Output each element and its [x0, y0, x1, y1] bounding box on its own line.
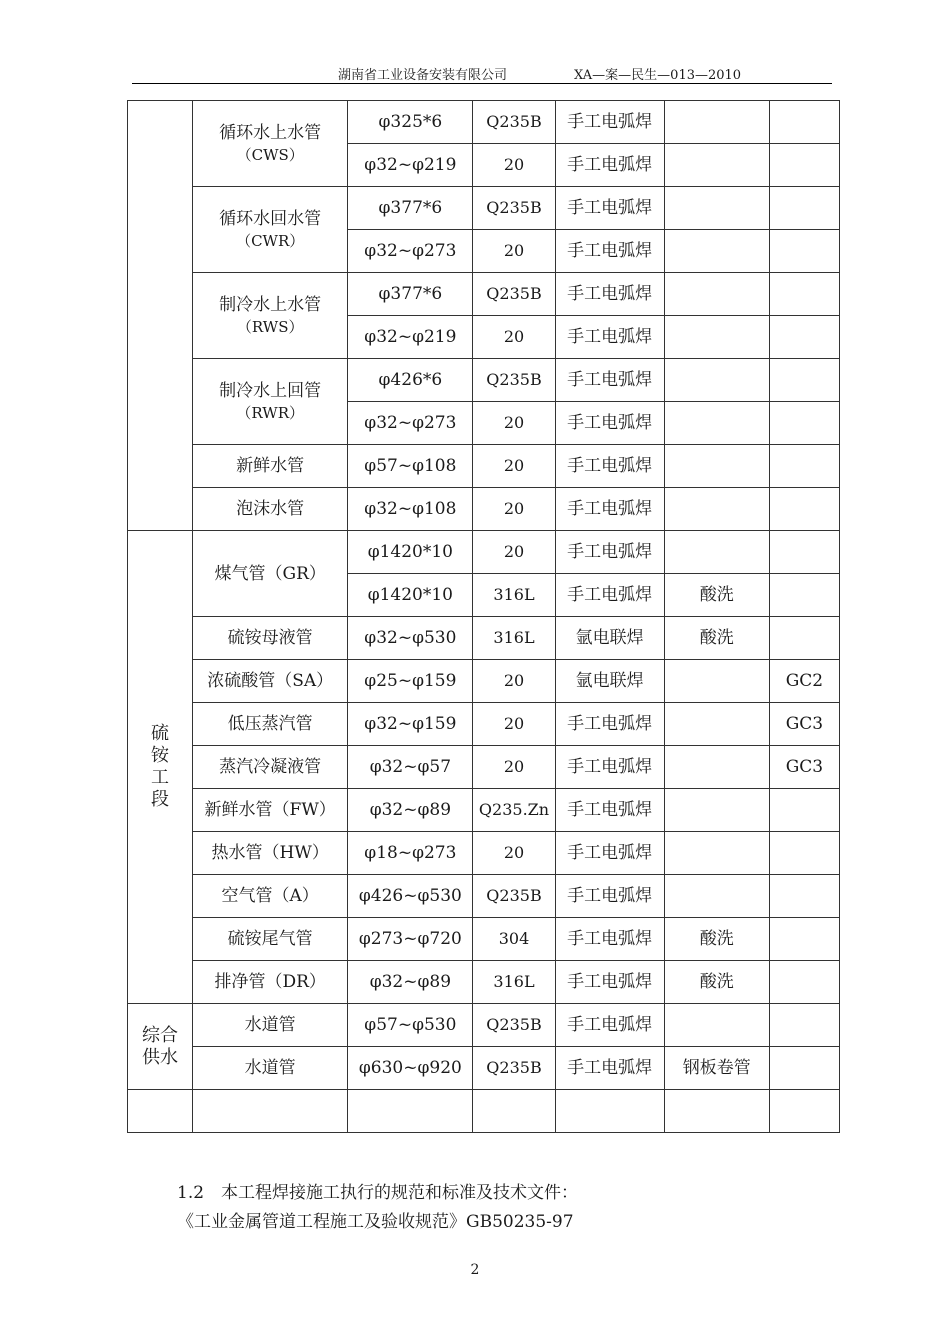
weld-process: 手工电弧焊	[555, 316, 664, 359]
weld-process: 手工电弧焊	[555, 230, 664, 273]
grade-cell	[769, 1004, 839, 1047]
table-row	[128, 531, 840, 574]
pipe-name: 硫铵尾气管	[193, 918, 348, 961]
note-cell	[664, 488, 769, 531]
pipe-spec: φ32~φ273	[348, 402, 473, 445]
pipe-name: 蒸汽冷凝液管	[193, 746, 348, 789]
note-cell	[664, 1004, 769, 1047]
standard-reference: 《工业金属管道工程施工及验收规范》GB50235-97	[177, 1212, 574, 1232]
note-cell	[664, 273, 769, 316]
pipe-material: 20	[473, 531, 555, 574]
pipe-material: 20	[473, 746, 555, 789]
pipe-spec: φ377*6	[348, 187, 473, 230]
note-cell	[664, 230, 769, 273]
table-row	[128, 703, 840, 746]
note-cell	[664, 789, 769, 832]
pipe-material: Q235B	[473, 1004, 555, 1047]
pipe-spec: φ325*6	[348, 101, 473, 144]
pipe-spec: φ426*6	[348, 359, 473, 402]
pipe-spec: φ273~φ720	[348, 918, 473, 961]
empty-cell	[193, 1090, 348, 1133]
pipe-name: 浓硫酸管（SA）	[193, 660, 348, 703]
grade-cell	[769, 402, 839, 445]
grade-cell	[769, 1047, 839, 1090]
pipe-spec: φ32~φ89	[348, 961, 473, 1004]
weld-process: 手工电弧焊	[555, 445, 664, 488]
grade-cell	[769, 144, 839, 187]
grade-cell	[769, 101, 839, 144]
weld-process: 手工电弧焊	[555, 961, 664, 1004]
note-cell: 酸洗	[664, 617, 769, 660]
pipe-material: 20	[473, 144, 555, 187]
grade-cell: GC3	[769, 746, 839, 789]
grade-cell	[769, 832, 839, 875]
note-cell: 钢板卷管	[664, 1047, 769, 1090]
document-code: XA—案—民生—013—2010	[574, 68, 742, 83]
table-row	[128, 445, 840, 488]
pipe-material: Q235B	[473, 359, 555, 402]
note-cell	[664, 402, 769, 445]
pipe-material: 316L	[473, 617, 555, 660]
grade-cell	[769, 273, 839, 316]
weld-process: 氩电联焊	[555, 617, 664, 660]
pipe-spec: φ1420*10	[348, 574, 473, 617]
grade-cell	[769, 488, 839, 531]
pipe-material: 20	[473, 230, 555, 273]
grade-cell	[769, 617, 839, 660]
pipe-spec: φ377*6	[348, 273, 473, 316]
weld-process: 氩电联焊	[555, 660, 664, 703]
grade-cell	[769, 574, 839, 617]
weld-process: 手工电弧焊	[555, 789, 664, 832]
table-row	[128, 1090, 840, 1133]
pipe-material: 20	[473, 445, 555, 488]
pipe-material: 316L	[473, 961, 555, 1004]
pipe-spec: φ32~φ57	[348, 746, 473, 789]
table-row	[128, 101, 840, 144]
pipe-material: 316L	[473, 574, 555, 617]
section-heading: 1.2 本工程焊接施工执行的规范和标准及技术文件：	[177, 1183, 579, 1203]
weld-process: 手工电弧焊	[555, 703, 664, 746]
table-row	[128, 918, 840, 961]
table-row	[128, 961, 840, 1004]
table-row	[128, 1004, 840, 1047]
pipe-name: 制冷水上水管 （RWS）	[193, 273, 348, 359]
pipe-spec: φ32~φ89	[348, 789, 473, 832]
pipe-name: 煤气管（GR）	[193, 531, 348, 617]
pipe-material: 304	[473, 918, 555, 961]
weld-process: 手工电弧焊	[555, 144, 664, 187]
pipe-spec: φ1420*10	[348, 531, 473, 574]
table-row	[128, 789, 840, 832]
grade-cell	[769, 359, 839, 402]
pipe-spec: φ57~φ108	[348, 445, 473, 488]
note-cell	[664, 187, 769, 230]
pipe-name: 新鲜水管	[193, 445, 348, 488]
grade-cell	[769, 445, 839, 488]
table-row	[128, 488, 840, 531]
note-cell: 酸洗	[664, 961, 769, 1004]
weld-process: 手工电弧焊	[555, 359, 664, 402]
pipe-name: 新鲜水管（FW）	[193, 789, 348, 832]
pipe-spec: φ630~φ920	[348, 1047, 473, 1090]
pipe-spec: φ426~φ530	[348, 875, 473, 918]
note-cell	[664, 875, 769, 918]
pipe-material: Q235B	[473, 1047, 555, 1090]
page-number: 2	[470, 1262, 480, 1278]
weld-process: 手工电弧焊	[555, 488, 664, 531]
grade-cell: GC3	[769, 703, 839, 746]
grade-cell: GC2	[769, 660, 839, 703]
pipe-name: 制冷水上回管 （RWR）	[193, 359, 348, 445]
pipe-material: Q235B	[473, 875, 555, 918]
pipe-name: 水道管	[193, 1047, 348, 1090]
weld-process: 手工电弧焊	[555, 402, 664, 445]
note-cell	[664, 359, 769, 402]
pipe-spec: φ25~φ159	[348, 660, 473, 703]
note-cell	[664, 144, 769, 187]
weld-process: 手工电弧焊	[555, 187, 664, 230]
page-header	[0, 62, 950, 82]
section-cell	[128, 101, 193, 531]
pipe-name: 热水管（HW）	[193, 832, 348, 875]
pipe-spec: φ32~φ530	[348, 617, 473, 660]
table-row	[128, 359, 840, 402]
company-name: 湖南省工业设备安装有限公司	[338, 68, 508, 83]
weld-process: 手工电弧焊	[555, 875, 664, 918]
section-label: 综合 供水	[128, 1004, 193, 1090]
weld-process: 手工电弧焊	[555, 1047, 664, 1090]
note-cell	[664, 445, 769, 488]
empty-cell	[664, 1090, 769, 1133]
grade-cell	[769, 316, 839, 359]
pipe-material: Q235B	[473, 187, 555, 230]
table-row	[128, 746, 840, 789]
pipe-name: 空气管（A）	[193, 875, 348, 918]
grade-cell	[769, 789, 839, 832]
weld-process: 手工电弧焊	[555, 746, 664, 789]
note-cell	[664, 746, 769, 789]
pipe-material: Q235B	[473, 101, 555, 144]
note-cell	[664, 531, 769, 574]
note-cell	[664, 703, 769, 746]
pipe-spec: φ32~φ219	[348, 144, 473, 187]
header-divider	[132, 83, 832, 84]
empty-cell	[473, 1090, 555, 1133]
grade-cell	[769, 531, 839, 574]
pipe-material: Q235B	[473, 273, 555, 316]
pipe-name: 排净管（DR）	[193, 961, 348, 1004]
weld-process: 手工电弧焊	[555, 1004, 664, 1047]
note-cell	[664, 660, 769, 703]
note-cell	[664, 832, 769, 875]
table-row	[128, 1047, 840, 1090]
weld-process: 手工电弧焊	[555, 918, 664, 961]
table-row	[128, 617, 840, 660]
pipe-material: Q235.Zn	[473, 789, 555, 832]
weld-process: 手工电弧焊	[555, 101, 664, 144]
pipe-spec: φ32~φ273	[348, 230, 473, 273]
empty-cell	[555, 1090, 664, 1133]
grade-cell	[769, 961, 839, 1004]
note-cell	[664, 316, 769, 359]
pipe-material: 20	[473, 316, 555, 359]
grade-cell	[769, 187, 839, 230]
pipe-material: 20	[473, 402, 555, 445]
grade-cell	[769, 875, 839, 918]
table-row	[128, 660, 840, 703]
pipe-name: 低压蒸汽管	[193, 703, 348, 746]
grade-cell	[769, 918, 839, 961]
section-label: 硫 铵 工 段	[128, 531, 193, 1004]
empty-cell	[348, 1090, 473, 1133]
pipe-name: 水道管	[193, 1004, 348, 1047]
note-cell: 酸洗	[664, 918, 769, 961]
weld-process: 手工电弧焊	[555, 273, 664, 316]
table-row	[128, 832, 840, 875]
empty-cell	[128, 1090, 193, 1133]
pipe-spec: φ32~φ108	[348, 488, 473, 531]
pipe-name: 泡沫水管	[193, 488, 348, 531]
pipe-spec: φ57~φ530	[348, 1004, 473, 1047]
welding-table	[127, 100, 840, 1133]
pipe-material: 20	[473, 488, 555, 531]
grade-cell	[769, 230, 839, 273]
pipe-name: 循环水回水管 （CWR）	[193, 187, 348, 273]
empty-cell	[769, 1090, 839, 1133]
table-row	[128, 875, 840, 918]
weld-process: 手工电弧焊	[555, 574, 664, 617]
weld-process: 手工电弧焊	[555, 531, 664, 574]
pipe-name: 硫铵母液管	[193, 617, 348, 660]
pipe-spec: φ18~φ273	[348, 832, 473, 875]
note-cell	[664, 101, 769, 144]
note-cell: 酸洗	[664, 574, 769, 617]
pipe-spec: φ32~φ219	[348, 316, 473, 359]
table-row	[128, 187, 840, 230]
pipe-name: 循环水上水管 （CWS）	[193, 101, 348, 187]
pipe-material: 20	[473, 832, 555, 875]
pipe-material: 20	[473, 703, 555, 746]
pipe-material: 20	[473, 660, 555, 703]
weld-process: 手工电弧焊	[555, 832, 664, 875]
pipe-spec: φ32~φ159	[348, 703, 473, 746]
table-row	[128, 273, 840, 316]
